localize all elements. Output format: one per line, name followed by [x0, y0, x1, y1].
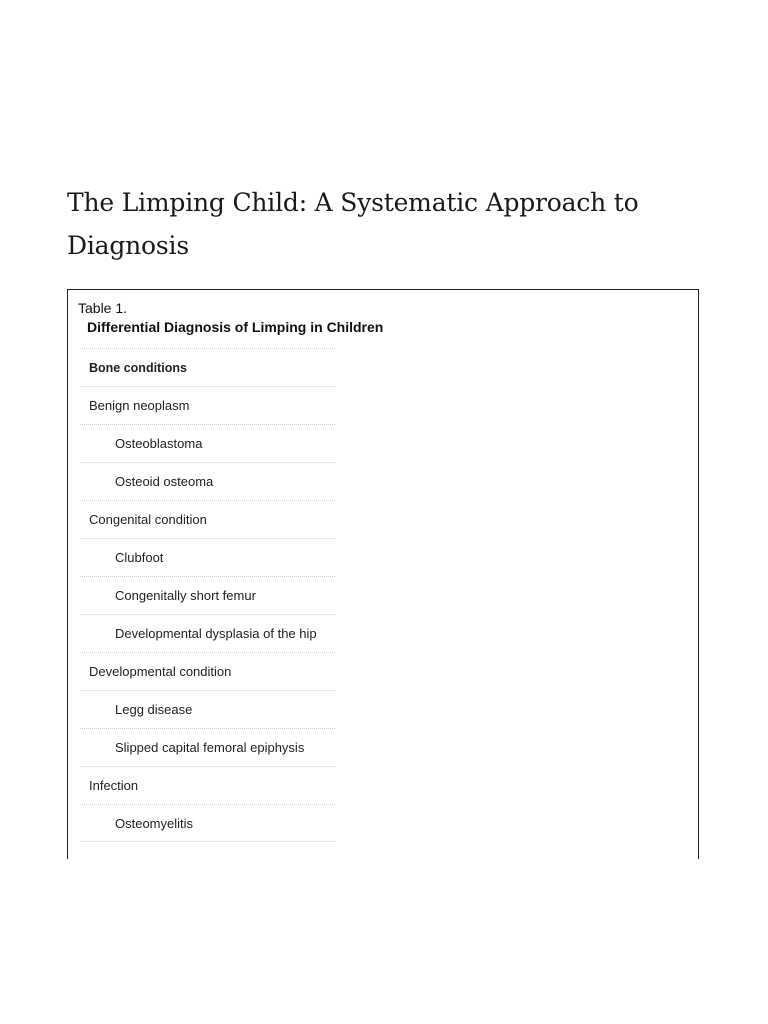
- table-row-text: Slipped capital femoral epiphysis: [115, 740, 305, 755]
- table-caption: Differential Diagnosis of Limping in Children: [87, 319, 384, 335]
- table-row-text: Osteoid osteoma: [115, 474, 214, 489]
- table-row-text: Bone conditions: [89, 360, 187, 375]
- table-condition-row: [80, 804, 335, 842]
- table-condition-row: [80, 462, 335, 500]
- table-row-text: Legg disease: [115, 702, 193, 717]
- table-row-text: Congenitally short femur: [115, 588, 256, 603]
- table-condition-row: [80, 424, 335, 462]
- table-condition-row: [80, 614, 335, 652]
- table-category-row: [80, 766, 335, 804]
- table-row-text: Developmental dysplasia of the hip: [115, 626, 317, 641]
- table-category-row: [80, 500, 335, 538]
- table-condition-row: [80, 576, 335, 614]
- table-row-text: Clubfoot: [115, 550, 164, 565]
- table-row-text: Developmental condition: [89, 664, 232, 679]
- table-condition-row: [80, 538, 335, 576]
- table-row-text: Infection: [89, 778, 139, 793]
- table-rows: [80, 348, 335, 842]
- table-section-heading: [80, 348, 335, 386]
- table-row-text: Congenital condition: [89, 512, 207, 527]
- table-label: Table 1.: [78, 300, 128, 316]
- table-row-text: Osteoblastoma: [115, 436, 203, 451]
- table-condition-row: [80, 728, 335, 766]
- article-title: The Limping Child: A Systematic Approach to Diagnosis: [67, 188, 639, 260]
- table-condition-row: [80, 690, 335, 728]
- table-row-text: Benign neoplasm: [89, 398, 190, 413]
- differential-diagnosis-table: [67, 289, 699, 859]
- table-category-row: [80, 386, 335, 424]
- table-row-text: Osteomyelitis: [115, 815, 194, 831]
- table-category-row: [80, 652, 335, 690]
